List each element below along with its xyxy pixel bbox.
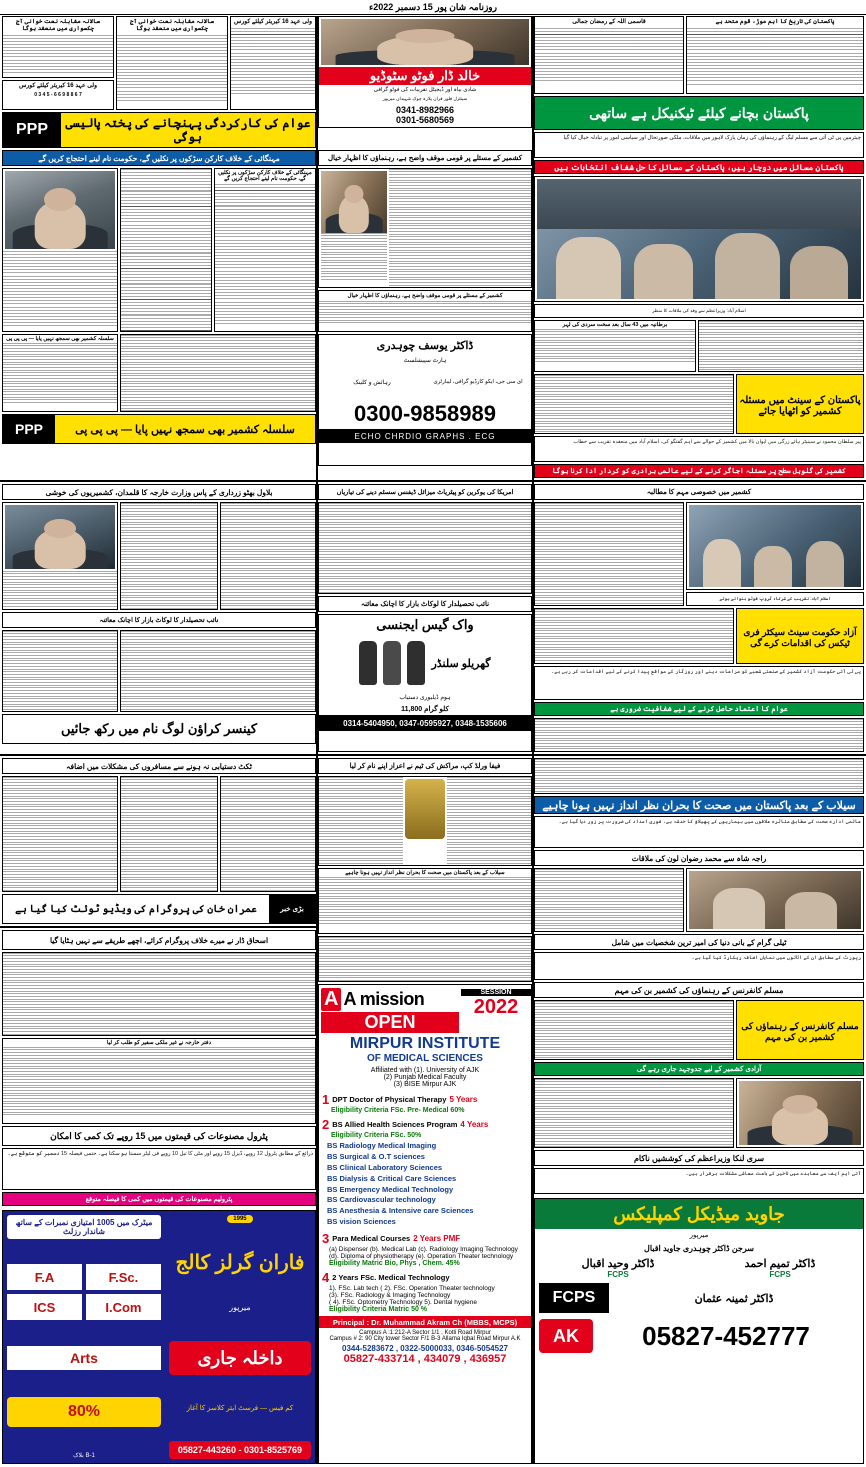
headline-naib-tehsildar: نائب تحصیلدار کا لوکاٹ بازار کا اچانک معائنہ [318, 596, 532, 612]
faran-note: کم فیس — فرسٹ ایئر کلاسز کا آغاز [186, 1405, 294, 1412]
faran-address: B-1 بلاک [73, 1453, 95, 1459]
bs-item-5: BS Emergency Medical Technology [327, 1184, 454, 1194]
institute-name-2: OF MEDICAL SCIENCES [367, 1053, 483, 1064]
story-center-band4 [318, 502, 532, 594]
story-bilawal-photo [2, 502, 118, 610]
doctor-qualification: ہارٹ سپیشلسٹ [403, 357, 447, 364]
story-ticket-col2 [120, 776, 218, 892]
banner-green-right-2: آزادی کشمیر کے لیے جدوجہد جاری رہے گی [534, 1062, 864, 1076]
story-azad-hakoomat [534, 608, 734, 664]
faran-name: فاران گرلز کالج [175, 1252, 305, 1274]
masthead: روزنامہ شان پور 15 دسمبر 2022ء [0, 0, 866, 15]
headline-left-band5: نائب تحصیلدار کا لوکاٹ بازار کا اچانک معائنہ [2, 612, 316, 628]
ad-mirpur-institute [318, 984, 532, 1464]
javed-doctor-1-deg: FCPS [607, 1270, 629, 1279]
studio-address: سینٹرل فلور فران پلازہ چوک شہیداں میرپور [382, 96, 468, 101]
story-uk-43: برطانیہ میں 43 سال بعد سخت سردی کی لہر [534, 320, 696, 372]
program-2-no: 2 [322, 1117, 330, 1132]
institute-phones-1: 0344-5283672 , 0322-5000033, 0346-5054527 [342, 1344, 508, 1353]
headline-ishaq-dar: اسحاق ڈار نے میرے خلاف پروگرام کرائے، اچھے طریقے سے نہیں ہٹایا گیا [2, 930, 316, 950]
banner-azad-hakoomat: آزاد حکومت سینٹ سیکٹر فری ٹیکس کی اقدامات کرے گی [736, 608, 864, 664]
affiliation-2: (2) Punjab Medical Faculty [383, 1074, 467, 1081]
affiliation-1: Affiliated with (1). University of AJK [370, 1067, 480, 1074]
institute-campus-1: Campus A :1:212-A Sector 1/1 , Kotli Road Mirpur [359, 1330, 491, 1336]
story-rizwan-text [534, 868, 684, 932]
gas-title: واک گیس ایجنسی [376, 617, 474, 632]
headline-mehngai-center: کشمیر کے مسئلے پر قومی موقف واضح ہے، رہنماؤں کا اظہار خیال [318, 150, 532, 166]
story-senate-kashmir [534, 374, 734, 434]
admission-a-letter: A [321, 988, 341, 1011]
story-ticket-col3 [220, 776, 316, 892]
ad-faran-college [2, 1210, 316, 1464]
fsc-item-3: ( 4). FSc. Optometry Technology 5). Dental hygiene [329, 1299, 478, 1306]
story-left-band7b: دفتر خارجہ نے غیر ملکی سفیر کو طلب کر لیا [2, 1038, 316, 1124]
institute-name: MIRPUR INSTITUTE [349, 1035, 501, 1052]
javed-fcps-badge: FCPS [539, 1283, 609, 1313]
javed-doctor-3-name: ڈاکٹر ثمینہ عثمان [694, 1292, 774, 1305]
banner-kashmir-red: کشمیر کی گلوبل سطح پر مسئلہ اجاگر کرنے کے لیے عالمی برادری کو کردار ادا کرنا ہوگا [534, 464, 864, 478]
faran-course-1: F.A [7, 1264, 82, 1290]
headline-telegram: ٹیلی گرام کے بانی دنیا کی امیر ترین شخصیات میں شامل [534, 934, 864, 950]
story-left-band3: سلسلہ کشمیر بھی سمجھ نہیں پایا — پی پی پی [2, 334, 118, 412]
headline-srilanka: سری لنکا وزیراعظم کی کوششیں ناکام [534, 1150, 864, 1166]
story-srilanka-body: آئی ایم ایف سے معاہدے میں تاخیر کے باعث معاشی مشکلات برقرار ہیں۔ [534, 1168, 864, 1194]
program-1-years: 5 Years [449, 1095, 478, 1104]
session-label: SESSION [461, 989, 531, 996]
javed-doctor-2-deg: FCPS [769, 1270, 791, 1279]
doctor-phone: 0300-9858989 [354, 401, 496, 426]
story-center-3: کشمیر کے مسئلے پر قومی موقف واضح ہے، رہنماؤں کا اظہار خیال [318, 290, 532, 332]
banner-senate: پاکستان کے سینٹ میں مسئلہ کشمیر کو اٹھایا جائے [736, 374, 864, 434]
ad-doctor-clinic [318, 334, 532, 466]
program-2-years: 4 Years [460, 1120, 489, 1129]
studio-sub: شادی بیاہ اور ڈیجیٹل تقریبات کی فوٹو گرافی [373, 87, 477, 93]
headline-band-mehngai: مہنگائی کے خلاف کارکن سڑکوں پر نکلیں گے، حکومت نام لینے احتجاج کریں گے [2, 150, 316, 166]
story-left-band3b [120, 334, 316, 412]
story-fifa-text [318, 776, 532, 866]
institute-campus-2: Campus # 2: 90 City tower Sector F/1 B-3 Allama Iqbal Road Mirpur A.K [329, 1336, 521, 1342]
ad-left-4: ولی عہد 16 کیریئر کیلئے کورس [230, 16, 316, 110]
headline-center-band4: امریکا کی یوکرین کو پیٹریاٹ میزائل ڈیفنس سسٹم دینے کی تیاریاں [318, 484, 532, 500]
ad-left-2: ولی عہد 16 کیریئر کیلئے کورس 0 3 4 5 - 6 6 9 8 8 6 7 [2, 80, 114, 110]
story-left-band5-1 [2, 630, 118, 712]
headline-rizwan-meeting: راجہ شاہ سے محمد رضوان لون کی ملاقات [534, 850, 864, 866]
program-3-title: Para Medical Courses [332, 1234, 411, 1243]
bs-item-4: BS Dialysis & Critical Care Sciences [327, 1173, 457, 1183]
studio-phone-1: 0341-8982966 [395, 105, 455, 115]
banner-pakistan-masail: پاکستان مسائل میں دوچار ہیں، پاکستان کے مسائل کا حل شفاف انتخابات ہیں [534, 160, 864, 174]
doctor-services: ای سی جی، ایکو کارڈیو گرافی، لیبارٹری [433, 379, 523, 385]
program-1-no: 1 [322, 1092, 330, 1107]
banner-cancer: کینسر کراؤن لوگ نام میں رکھ جائیں [2, 714, 316, 744]
story-pti-meeting-head: چیئرمین پی ٹی آئی سے مسلم لیگ کے رہنماؤں کی زمان پارک لاہور میں ملاقات، ملکی صورتحال اور سیاسی امور پر تبادلہ خیال کیا گیا [534, 132, 864, 158]
faran-admission: داخلہ جاری [169, 1341, 311, 1375]
story-bilawal-col2 [120, 502, 218, 610]
ad-left-3: سالانہ مقابلہ نعت خوانی آج چکسواری میں منعقد ہوگا [116, 16, 228, 110]
banner-petrol-pink: پٹرولیم مصنوعات کی قیمتوں میں کمی کا فیصلہ متوقع [2, 1192, 316, 1206]
doctor-clinic-label: رہائش و کلینک [353, 379, 391, 386]
javed-title: جاوید میڈیکل کمپلیکس [535, 1199, 863, 1229]
javed-logo: AK [539, 1319, 593, 1353]
story-right-bottom-text [534, 1078, 734, 1148]
gas-note: ہوم ڈیلیوری دستیاب [399, 694, 451, 701]
story-bilawal-col3 [220, 502, 316, 610]
story-col-2 [120, 168, 212, 332]
banner-muslim-conf: مسلم کانفرنس کے رہنماؤں کی کشمیر بن کی مہم [736, 1000, 864, 1060]
faran-phones: 05827-443260 - 0301-8525769 [169, 1441, 311, 1459]
faran-positions: میٹرک میں 1005 امتیازی نمبرات کے ساتھ شاندار رزلٹ [7, 1215, 161, 1239]
session-year: 2022 [473, 996, 519, 1018]
story-telegram-body: رپورٹ کے مطابق ان کے اثاثوں میں نمایاں اضافہ ریکارڈ کیا گیا ہے۔ [534, 952, 864, 980]
faran-course-3: ICS [7, 1294, 82, 1320]
story-azad-text: پی ٹی آئی حکومت آزاد کشمیر کے صنعتی شعبے کو مراعات دینے اور روزگار کے مواقع پیدا کرنے کے لیے اقدامات کر رہی ہے۔ [534, 666, 864, 700]
story-right-43 [698, 320, 864, 372]
gas-price: 11,800 کلو گرام [401, 706, 449, 713]
faran-city: میرپور [229, 1303, 251, 1312]
faran-percent: 80% [7, 1397, 161, 1427]
doctor-footer: ECHO CHRDIO GRAPHS . ECG [319, 429, 531, 443]
javed-phone: 05827-452777 [642, 1320, 810, 1351]
story-left-band5-2 [120, 630, 316, 712]
story-photo-block-1 [2, 168, 118, 332]
studio-phone-2: 0301-5680569 [395, 115, 455, 125]
javed-doctor-1-name: ڈاکٹر وحید اقبال [581, 1258, 655, 1270]
story-right-band4-text [534, 502, 684, 606]
photo-rizwan [686, 868, 864, 932]
admission-word: A mission [343, 989, 425, 1009]
program-2-criteria: Eligibility Criteria FSc. 50% [331, 1132, 422, 1139]
institute-phones-2: 05827-433714 , 434079 , 436957 [343, 1353, 507, 1365]
program-3-years: 2 Years PMF [413, 1234, 461, 1243]
fsc-item-2: (3). FSc. Radiology & Imaging Technology [329, 1292, 451, 1299]
affiliation-3: (3) BISE Mirpur AJK [393, 1081, 457, 1088]
banner-ppp-awam: PPP عوام کی کارکردگی پہنچانے کی پختہ پالیسی ہوگی [2, 112, 316, 148]
program-1-title: DPT Doctor of Physical Therapy [332, 1095, 447, 1104]
headline-fifa: فیفا ورلڈ کپ، مراکش کی ٹیم نے اعزاز اپنے نام کر لیا [318, 758, 532, 774]
story-qasimullah: قاسمی اللہ کے رمضان جمالی [534, 16, 684, 94]
program-3-no: 3 [322, 1231, 330, 1246]
program-4-criteria: Eligibility Criteria Matric 50 % [329, 1306, 428, 1313]
faran-since: 1995 [227, 1215, 252, 1223]
bs-item-1: BS Radiology Medical Imaging [327, 1141, 437, 1150]
story-sultan-mehmood: پیر سلطان محمود نے سینیٹر ہائے زرگی میں ایوان بالا میں کشمیر کے حوالے سے اہم گفتگو کی، اسلام آباد میں منعقدہ تقریب سے خطاب [534, 436, 864, 462]
ad-gas-agency [318, 614, 532, 752]
program-3-criteria: Eligibility Matric Bio, Phys , Chem. 45% [329, 1260, 460, 1267]
story-center-2 [318, 168, 532, 288]
faran-course-2: F.Sc. [86, 1264, 161, 1290]
javed-doctor-2-name: ڈاکٹر تمیم احمد [744, 1258, 816, 1270]
program-1-criteria: Eligibility Criteria FSc. Pre- Medical 60% [331, 1107, 465, 1114]
program-4-title: 2 Years FSc. Medical Technology [332, 1273, 450, 1282]
para-item-1: (a) Dispenser (b). Medical Lab (c). Radiology Imaging Technology [329, 1246, 518, 1253]
program-2-title: BS Allied Health Sciences Program [332, 1120, 458, 1129]
story-petrol-body: ذرائع کے مطابق پٹرول 12 روپے، ڈیزل 15 روپے اور مٹی کا تیل 10 روپے فی لیٹر سستا ہو سکتا ہے۔ حتمی فیصلہ 15 دسمبر کو متوقع ہے۔ [2, 1148, 316, 1190]
ad-left-1: سالانہ مقابلہ نعت خوانی آج چکسواری میں منعقد ہوگا [2, 16, 114, 78]
ad-khalid-dar-studio [318, 16, 532, 128]
headline-ticket: ٹکٹ دستیابی نہ ہونے سے مسافروں کی مشکلات میں اضافہ [2, 758, 316, 774]
bs-item-2: BS Surgical & O.T sciences [327, 1151, 425, 1161]
headline-petrol: پٹرول مصنوعات کی قیمتوں میں 15 روپے تک کمی کا امکان [2, 1126, 316, 1146]
story-center-band7b [318, 936, 532, 982]
banner-ppp-kashmir: PPP سلسلہ کشمیر بھی سمجھ نہیں پایا — پی پی پی [2, 414, 316, 444]
headline-right-band4: کشمیر میں خصوصی مہم کا مطالبہ [534, 484, 864, 500]
banner-sailaab: سیلاب کے بعد پاکستان میں صحت کا بحران نظر انداز نہیں ہونا چاہیے [534, 796, 864, 814]
studio-name: خالد ڈار فوٹو سٹوڈیو [319, 67, 531, 85]
headline-muslim-conf: مسلم کانفرنس کے رہنماؤں کی کشمیر بن کی مہم [534, 982, 864, 998]
institute-principal: Principal : Dr. Muhammad Akram Ch (MBBS, MCPS) [319, 1316, 531, 1328]
bs-item-8: BS vision Sciences [327, 1217, 396, 1227]
javed-sub: میرپور [689, 1232, 709, 1239]
photo-right-caption: اسلام آباد: تقریب کے شرکاء گروپ فوٹو بنواتے ہوئے [686, 592, 864, 606]
story-col-3: مہنگائی کے خلاف کارکن سڑکوں پر نکلیں گے، حکومت نام لینے احتجاج کریں گے [214, 168, 316, 332]
gas-sub: گھریلو سلنڈر [431, 657, 491, 670]
bs-item-3: BS Clinical Laboratory Sciences [327, 1162, 443, 1172]
story-right-band5-text [534, 718, 864, 752]
gas-phones: 0314-5404950, 0347-0595927, 0348-1535606 [319, 715, 531, 731]
banner-green-right: عوام کا اعتماد حاصل کرنے کے لیے شفافیت ضروری ہے [534, 702, 864, 716]
photo-right-bottom [736, 1078, 864, 1148]
admission-open: OPEN [321, 1012, 459, 1033]
javed-line-1: سرجن ڈاکٹر چوہدری جاوید اقبال [644, 1243, 754, 1253]
story-sailaab-body: عالمی ادارہ صحت کے مطابق متاثرہ علاقوں میں بیماریوں کے پھیلاؤ کا خدشہ ہے، فوری امداد کی ضرورت پر زور دیا گیا ہے۔ [534, 816, 864, 848]
story-sailaab-text [534, 758, 864, 794]
bs-item-6: BS Cardiovascular technology [327, 1195, 436, 1205]
photo-right-band4 [686, 502, 864, 590]
para-item-2: (d). Diploma of physiotherapy (e). Operation Theater technology [329, 1253, 514, 1260]
banner-pakistan-bachane: پاکستان بچانے کیلئے ٹیکنیکل ہے ساتھی [534, 96, 864, 130]
bs-item-7: BS Anesthesia & Intensive care Sciences [327, 1206, 474, 1216]
ad-javed-medical [534, 1198, 864, 1464]
story-muslim-conf-body [534, 1000, 734, 1060]
banner-imran-khan: عمران خان کی پروگرام کی ویڈیو ٹوئٹ کیا گیا ہے بڑی خبر [2, 894, 316, 924]
faran-course-4: I.Com [86, 1294, 161, 1320]
program-4-no: 4 [322, 1270, 330, 1285]
story-ticket-col1 [2, 776, 118, 892]
story-center-band7: سیلاب کے بعد پاکستان میں صحت کا بحران نظر انداز نہیں ہونا چاہیے [318, 868, 532, 934]
photo-meeting [534, 176, 864, 302]
headline-bilawal: بلاول بھٹو زرداری کے پاس وزارت خارجہ کا قلمدان، کشمیریوں کی خوشی [2, 484, 316, 500]
story-right-top: پاکستان کی تاریخ کا اہم موڑ، قوم متحد ہے [686, 16, 864, 94]
faran-course-5: Arts [7, 1346, 161, 1370]
fsc-item-1: 1). FSc. Lab tech ( 2). FSc. Operation Theater technology [329, 1285, 495, 1292]
doctor-name: ڈاکٹر یوسف چوہدری [376, 339, 474, 352]
photo-caption: اسلام آباد: وزیراعظم سے وفد کی ملاقات کا منظر [534, 304, 864, 318]
